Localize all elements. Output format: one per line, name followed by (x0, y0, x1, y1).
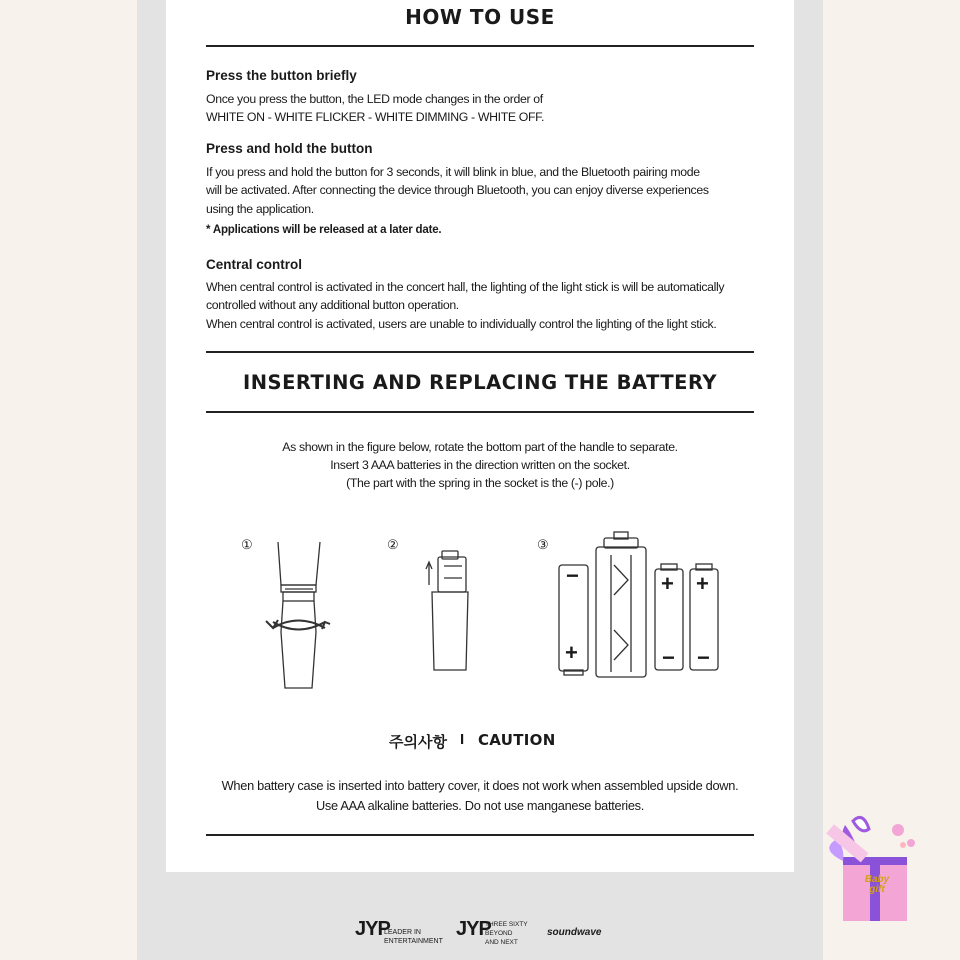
how-to-use-title: HOW TO USE (405, 5, 555, 29)
plus-sign: + (661, 571, 674, 596)
section-text: If you press and hold the button for 3 seconds, it will blink in blue, and the Bluetooth pairing mode will be activated. After connecting the device through Bluetooth, you can enjoy diverse experiences using the application. (206, 165, 709, 216)
divider (206, 834, 754, 836)
plus-sign: + (565, 640, 578, 665)
section-heading: Press the button briefly (206, 68, 357, 83)
step-1-number: ① (241, 537, 253, 552)
step-1-handle-illustration (266, 542, 330, 688)
jyp-logo: JYP (355, 918, 390, 940)
gift-badge-icon (815, 805, 925, 925)
plus-sign: + (696, 571, 709, 596)
caution-title: CAUTION (478, 731, 556, 749)
section-text: Once you press the button, the LED mode changes in the order of WHITE ON - WHITE FLICKER - WHITE DIMMING - WHITE OFF. (206, 92, 545, 125)
battery-title: INSERTING AND REPLACING THE BATTERY (242, 371, 718, 394)
minus-sign: − (566, 563, 579, 588)
jyp-tagline: LEADER IN ENTERTAINMENT (384, 929, 443, 945)
caution-divider: I (460, 731, 465, 748)
jyp-360-tagline: THREE SIXTY BEYOND AND NEXT (485, 921, 528, 946)
step-2-battery-case-illustration (426, 551, 468, 670)
minus-sign: − (697, 645, 710, 670)
application-note: * Applications will be released at a later date. (206, 224, 442, 236)
gift-badge-text: Baby gift (864, 874, 890, 895)
soundwave-logo: soundwave (547, 927, 602, 938)
section-text: When central control is activated in the concert hall, the lighting of the light stick is will be automatically controlled without any additional button operation. When central control is activated, users are unable to individually control the lighting of the light stick. (206, 280, 725, 331)
caution-text: When battery case is inserted into battery cover, it does not work when assembled upside down. Use AAA alkaline batteries. Do not use manganese batteries. (221, 778, 739, 813)
step-3-number: ③ (537, 537, 549, 552)
battery-instructions: As shown in the figure below, rotate the bottom part of the handle to separate. Insert 3 AAA batteries in the direction written on the socket. (The part with the spring in the socket is the (-) pole.) (282, 440, 678, 490)
minus-sign: − (662, 645, 675, 670)
jyp-360-logo: JYP (456, 918, 491, 940)
step-3-batteries-illustration (559, 532, 718, 677)
step-2-number: ② (387, 537, 399, 552)
caution-korean: 주의사항 (389, 734, 447, 751)
section-heading: Press and hold the button (206, 141, 373, 156)
section-heading: Central control (206, 257, 303, 272)
